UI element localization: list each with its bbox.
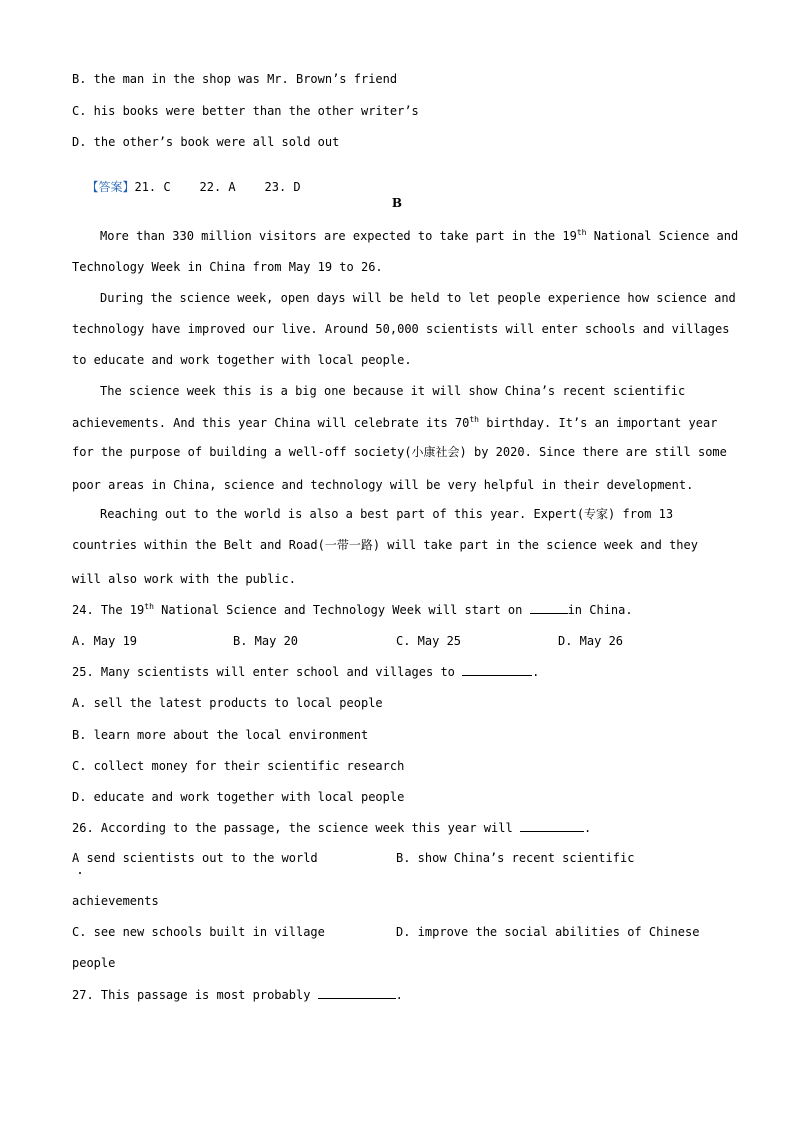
passage-p2-line2: technology have improved our live. Around 50,000 scientists will enter schools and villages (72, 322, 730, 336)
passage-p2-line1: During the science week, open days will be held to let people experience how science and (100, 291, 736, 305)
prev-option-d: D. the other’s book were all sold out (72, 135, 340, 149)
passage-p4-line3: will also work with the public. (72, 572, 296, 586)
passage-p1-line2: Technology Week in China from May 19 to 26. (72, 260, 383, 274)
q27-stem: 27. This passage is most probably . (72, 988, 403, 1002)
q25-option-b: B. learn more about the local environment (72, 728, 369, 742)
answer-line (72, 163, 301, 195)
q26-option-b-continued: achievements (72, 894, 159, 908)
answer-blank[interactable] (462, 664, 532, 676)
stray-dot (79, 872, 81, 874)
q26-option-d: D. improve the social abilities of Chinese (396, 925, 700, 939)
q25-option-c: C. collect money for their scientific research (72, 759, 405, 773)
answer-blank[interactable] (530, 602, 568, 614)
answer-tag: 【答案】 (86, 180, 135, 194)
answer-blank[interactable] (520, 820, 584, 832)
passage-p3-line1: The science week this is a big one because it will show China’s recent scientific (100, 384, 686, 398)
q26-option-d-continued: people (72, 956, 116, 970)
q25-option-a: A. sell the latest products to local people (72, 696, 383, 710)
answer-text: 21. C 22. A 23. D (134, 180, 301, 194)
q24-stem: 24. The 19th National Science and Technology Week will start on in China. (72, 602, 633, 617)
q24-option-b: B. May 20 (233, 634, 299, 648)
q26-option-c: C. see new schools built in village (72, 925, 325, 939)
q26-stem: 26. According to the passage, the science week this year will . (72, 821, 592, 835)
q24-option-c: C. May 25 (396, 634, 462, 648)
q26-option-b: B. show China’s recent scientific (396, 851, 635, 865)
passage-p3-line2: achievements. And this year China will celebrate its 70th birthday. It’s an important year (72, 415, 718, 430)
passage-p3-line3: for the purpose of building a well-off society(小康社会) by 2020. Since there are still some (72, 445, 727, 459)
q26-option-a: A send scientists out to the world (72, 851, 318, 865)
q25-stem: 25. Many scientists will enter school and villages to . (72, 665, 540, 679)
passage-p3-line4: poor areas in China, science and technology will be very helpful in their development. (72, 478, 694, 492)
passage-p4-line1: Reaching out to the world is also a best part of this year. Expert(专家) from 13 (100, 507, 674, 521)
q24-option-a: A. May 19 (72, 634, 138, 648)
passage-p1-line1: More than 330 million visitors are expected to take part in the 19th National Science and (100, 228, 739, 243)
section-title: B (391, 196, 403, 210)
passage-p2-line3: to educate and work together with local people. (72, 353, 412, 367)
q25-option-d: D. educate and work together with local people (72, 790, 405, 804)
prev-option-b: B. the man in the shop was Mr. Brown’s friend (72, 72, 398, 86)
passage-p4-line2: countries within the Belt and Road(一带一路) will take part in the science week and they (72, 538, 698, 552)
answer-blank[interactable] (318, 987, 396, 999)
prev-option-c: C. his books were better than the other writer’s (72, 104, 419, 118)
q24-option-d: D. May 26 (558, 634, 624, 648)
